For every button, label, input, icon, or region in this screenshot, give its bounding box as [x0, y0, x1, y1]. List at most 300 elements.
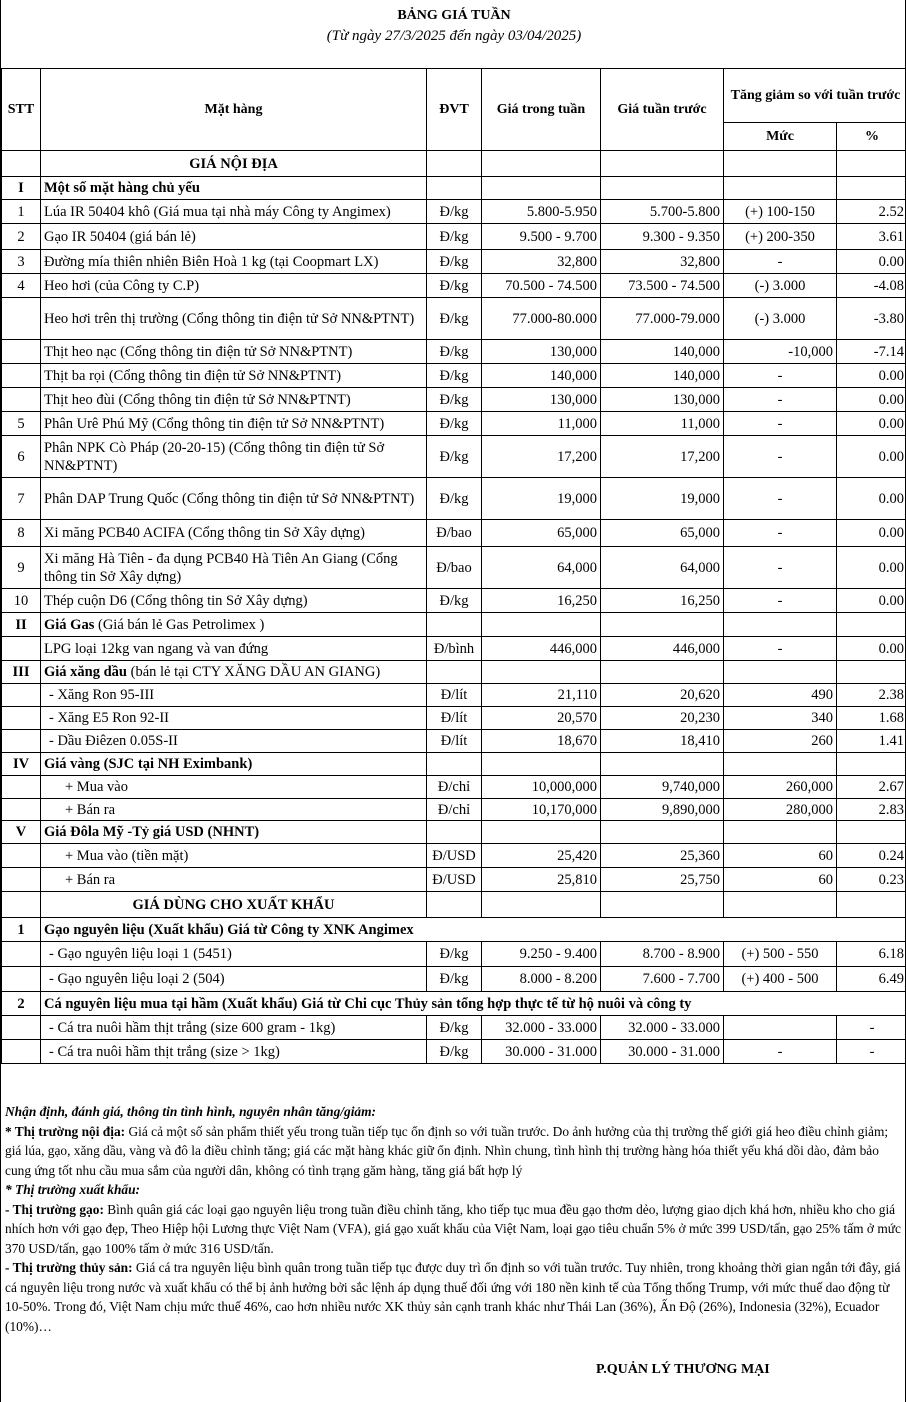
item-name: + Mua vào (tiền mặt) — [41, 844, 427, 868]
group-row — [2, 918, 906, 942]
unit: Đ/kg — [427, 388, 482, 412]
empty-cell — [601, 661, 724, 684]
empty-cell — [724, 151, 837, 177]
price-prev: 16,250 — [601, 589, 724, 613]
group-number: IV — [2, 753, 41, 776]
unit: Đ/bao — [427, 520, 482, 547]
row-number: 5 — [2, 412, 41, 436]
unit: Đ/kg — [427, 340, 482, 364]
empty-cell — [427, 821, 482, 844]
table-row — [2, 684, 906, 707]
group-label-text: Giá xăng dầu — [44, 664, 127, 680]
table-row — [2, 942, 906, 967]
price-prev: 9,890,000 — [601, 799, 724, 821]
empty-cell — [482, 177, 601, 200]
table-row — [2, 730, 906, 753]
item-name: Phân DAP Trung Quốc (Cổng thông tin điện tử Sở NN&PTNT) — [41, 478, 427, 520]
price-week: 10,170,000 — [482, 799, 601, 821]
notes-heading: Nhận định, đánh giá, thông tin tình hình, nguyên nhân tăng/giảm: — [5, 1104, 377, 1119]
change-level: 280,000 — [724, 799, 837, 821]
row-number: 9 — [2, 547, 41, 589]
item-name: - Gạo nguyên liệu loại 2 (504) — [41, 967, 427, 992]
price-week: 30.000 - 31.000 — [482, 1040, 601, 1064]
row-number — [2, 637, 41, 661]
empty-cell — [482, 613, 601, 637]
price-week: 9.500 - 9.700 — [482, 224, 601, 250]
unit: Đ/lít — [427, 684, 482, 707]
table-row — [2, 589, 906, 613]
price-table — [1, 68, 906, 1064]
price-week: 17,200 — [482, 436, 601, 478]
change-level: - — [724, 637, 837, 661]
item-name: LPG loại 12kg van ngang và van đứng — [41, 637, 427, 661]
group-number: I — [2, 177, 41, 200]
table-row — [2, 298, 906, 340]
empty-cell — [601, 821, 724, 844]
group-number: II — [2, 613, 41, 637]
item-name: Heo hơi trên thị trường (Cổng thông tin điện tử Sở NN&PTNT) — [41, 298, 427, 340]
price-week: 16,250 — [482, 589, 601, 613]
row-number — [2, 1040, 41, 1064]
group-label-text: Giá Đôla Mỹ -Tỷ giá USD (NHNT) — [44, 824, 260, 840]
change-level: (-) 3.000 — [724, 298, 837, 340]
change-level: 260 — [724, 730, 837, 753]
empty-cell — [724, 661, 837, 684]
item-name: - Xăng Ron 95-III — [41, 684, 427, 707]
empty-cell — [837, 151, 906, 177]
group-label-text: Giá vàng (SJC tại NH Eximbank) — [44, 756, 253, 772]
row-number — [2, 388, 41, 412]
change-level: - — [724, 1040, 837, 1064]
price-week: 32,800 — [482, 250, 601, 274]
price-week: 130,000 — [482, 388, 601, 412]
item-name: Đường mía thiên nhiên Biên Hoà 1 kg (tại Coopmart LX) — [41, 250, 427, 274]
item-name: + Bán ra — [41, 868, 427, 892]
table-row — [2, 547, 906, 589]
change-pct: 3.61 — [837, 224, 906, 250]
col-unit: ĐVT — [427, 69, 482, 151]
price-prev: 9,740,000 — [601, 776, 724, 799]
unit: Đ/kg — [427, 298, 482, 340]
table-row — [2, 224, 906, 250]
page-subtitle: (Từ ngày 27/3/2025 đến ngày 03/04/2025) — [326, 28, 582, 44]
group-label — [41, 992, 906, 1016]
unit: Đ/kg — [427, 478, 482, 520]
price-week: 64,000 — [482, 547, 601, 589]
group-row — [2, 992, 906, 1016]
group-number: III — [2, 661, 41, 684]
change-pct: - — [837, 1016, 906, 1040]
group-number: 1 — [2, 918, 41, 942]
row-number: 7 — [2, 478, 41, 520]
unit: Đ/lít — [427, 730, 482, 753]
price-week: 9.250 - 9.400 — [482, 942, 601, 967]
empty-cell — [601, 613, 724, 637]
section-export — [2, 892, 906, 918]
empty-cell — [427, 661, 482, 684]
row-number: 10 — [2, 589, 41, 613]
col-change-pct: % — [837, 123, 906, 151]
change-pct: 2.67 — [837, 776, 906, 799]
table-row — [2, 364, 906, 388]
row-number — [2, 340, 41, 364]
group-label — [41, 821, 427, 844]
unit: Đ/kg — [427, 436, 482, 478]
change-pct: 0.00 — [837, 478, 906, 520]
table-row — [2, 388, 906, 412]
col-stt: STT — [2, 69, 41, 151]
price-week: 11,000 — [482, 412, 601, 436]
price-prev: 19,000 — [601, 478, 724, 520]
unit: Đ/kg — [427, 364, 482, 388]
empty-cell — [427, 613, 482, 637]
notes-rice — [5, 1200, 905, 1259]
col-price-prev: Giá tuần trước — [601, 69, 724, 151]
group-label-text: Giá Gas — [44, 616, 95, 633]
item-name: Xi măng Hà Tiên - đa dụng PCB40 Hà Tiên An Giang (Cổng thông tin Sở Xây dựng) — [41, 547, 427, 589]
change-pct: 0.00 — [837, 520, 906, 547]
empty-cell — [427, 151, 482, 177]
price-week: 5.800-5.950 — [482, 200, 601, 224]
section-heading: GIÁ DÙNG CHO XUẤT KHẨU — [41, 892, 427, 918]
price-prev: 64,000 — [601, 547, 724, 589]
price-week: 19,000 — [482, 478, 601, 520]
unit: Đ/kg — [427, 967, 482, 992]
empty-cell — [482, 753, 601, 776]
price-prev: 17,200 — [601, 436, 724, 478]
change-level: (+) 200-350 — [724, 224, 837, 250]
unit: Đ/kg — [427, 250, 482, 274]
item-name: Thịt ba rọi (Cổng thông tin điện tử Sở NN&PTNT) — [41, 364, 427, 388]
group-label — [41, 613, 427, 637]
notes-section — [5, 1102, 905, 1336]
price-week: 21,110 — [482, 684, 601, 707]
item-name: - Xăng E5 Ron 92-II — [41, 707, 427, 730]
price-week: 70.500 - 74.500 — [482, 274, 601, 298]
price-week: 8.000 - 8.200 — [482, 967, 601, 992]
table-row — [2, 1016, 906, 1040]
price-prev: 25,750 — [601, 868, 724, 892]
empty-cell — [482, 821, 601, 844]
item-name: - Dầu Điêzen 0.05S-II — [41, 730, 427, 753]
change-level: 60 — [724, 868, 837, 892]
row-number — [2, 707, 41, 730]
change-pct: -3.80 — [837, 298, 906, 340]
change-pct: 0.00 — [837, 388, 906, 412]
change-level: 260,000 — [724, 776, 837, 799]
empty-cell — [837, 753, 906, 776]
unit: Đ/kg — [427, 224, 482, 250]
change-level: - — [724, 436, 837, 478]
unit: Đ/kg — [427, 589, 482, 613]
change-pct: 0.00 — [837, 436, 906, 478]
unit: Đ/bao — [427, 547, 482, 589]
price-week: 32.000 - 33.000 — [482, 1016, 601, 1040]
item-name: Thịt heo nạc (Cổng thông tin điện tử Sở NN&PTNT) — [41, 340, 427, 364]
price-prev: 65,000 — [601, 520, 724, 547]
price-week: 130,000 — [482, 340, 601, 364]
price-prev: 140,000 — [601, 364, 724, 388]
empty-cell — [724, 821, 837, 844]
price-prev: 140,000 — [601, 340, 724, 364]
change-pct: 2.38 — [837, 684, 906, 707]
change-pct: 1.68 — [837, 707, 906, 730]
unit: Đ/lít — [427, 707, 482, 730]
item-name: - Gạo nguyên liệu loại 1 (5451) — [41, 942, 427, 967]
group-number: 2 — [2, 992, 41, 1016]
item-name: Xi măng PCB40 ACIFA (Cổng thông tin Sở Xây dựng) — [41, 520, 427, 547]
change-pct: 0.00 — [837, 412, 906, 436]
price-prev: 25,360 — [601, 844, 724, 868]
price-week: 10,000,000 — [482, 776, 601, 799]
item-name: Thép cuộn D6 (Cổng thông tin Sở Xây dựng) — [41, 589, 427, 613]
price-table-body — [2, 151, 906, 1064]
item-name: - Cá tra nuôi hầm thịt trắng (size 600 gram - 1kg) — [41, 1016, 427, 1040]
row-number: 8 — [2, 520, 41, 547]
row-number: 1 — [2, 200, 41, 224]
empty-cell — [482, 151, 601, 177]
change-level — [724, 1016, 837, 1040]
price-week: 18,670 — [482, 730, 601, 753]
unit: Đ/kg — [427, 200, 482, 224]
empty-cell — [427, 177, 482, 200]
table-row — [2, 967, 906, 992]
col-item: Mặt hàng — [41, 69, 427, 151]
row-number — [2, 298, 41, 340]
section-domestic — [2, 151, 906, 177]
table-row — [2, 868, 906, 892]
change-pct: 0.00 — [837, 364, 906, 388]
change-level: (+) 500 - 550 — [724, 942, 837, 967]
row-number — [2, 844, 41, 868]
item-name: + Bán ra — [41, 799, 427, 821]
price-week: 25,420 — [482, 844, 601, 868]
table-row — [2, 799, 906, 821]
group-label-note: (bán lẻ tại CTY XĂNG DẦU AN GIANG) — [127, 664, 381, 680]
notes-seafood — [5, 1258, 905, 1336]
item-name: Phân Urê Phú Mỹ (Cổng thông tin điện tử Sở NN&PTNT) — [41, 412, 427, 436]
col-change-level: Mức — [724, 123, 837, 151]
table-row — [2, 776, 906, 799]
price-prev: 130,000 — [601, 388, 724, 412]
change-pct: 0.00 — [837, 589, 906, 613]
group-label — [41, 918, 906, 942]
row-number — [2, 799, 41, 821]
table-row — [2, 412, 906, 436]
price-prev: 30.000 - 31.000 — [601, 1040, 724, 1064]
empty-cell — [601, 177, 724, 200]
change-level: 340 — [724, 707, 837, 730]
change-pct: 1.41 — [837, 730, 906, 753]
group-label — [41, 661, 427, 684]
signature: P.QUẢN LÝ THƯƠNG MẠI — [596, 1362, 770, 1377]
empty-cell — [837, 177, 906, 200]
price-week: 77.000-80.000 — [482, 298, 601, 340]
change-pct: -7.14 — [837, 340, 906, 364]
change-level: (+) 400 - 500 — [724, 967, 837, 992]
empty-cell — [724, 892, 837, 918]
item-name: Gạo IR 50404 (giá bán lẻ) — [41, 224, 427, 250]
row-number: 6 — [2, 436, 41, 478]
change-level: - — [724, 589, 837, 613]
empty-cell — [2, 892, 41, 918]
table-row — [2, 436, 906, 478]
page-title: BẢNG GIÁ TUẦN — [397, 8, 511, 23]
change-pct: -4.08 — [837, 274, 906, 298]
empty-cell — [724, 753, 837, 776]
empty-cell — [601, 753, 724, 776]
empty-cell — [482, 892, 601, 918]
col-change-group: Tăng giảm so với tuần trước — [724, 69, 906, 123]
price-prev: 20,620 — [601, 684, 724, 707]
unit: Đ/kg — [427, 274, 482, 298]
change-pct: 6.18 — [837, 942, 906, 967]
empty-cell — [2, 151, 41, 177]
change-pct: 0.24 — [837, 844, 906, 868]
unit: Đ/kg — [427, 412, 482, 436]
unit: Đ/chỉ — [427, 776, 482, 799]
row-number — [2, 684, 41, 707]
row-number — [2, 776, 41, 799]
price-prev: 32.000 - 33.000 — [601, 1016, 724, 1040]
price-prev: 5.700-5.800 — [601, 200, 724, 224]
group-row — [2, 753, 906, 776]
unit: Đ/kg — [427, 1016, 482, 1040]
change-pct: 2.83 — [837, 799, 906, 821]
unit: Đ/kg — [427, 1040, 482, 1064]
empty-cell — [837, 892, 906, 918]
change-pct: 0.00 — [837, 547, 906, 589]
price-week: 25,810 — [482, 868, 601, 892]
price-week: 20,570 — [482, 707, 601, 730]
change-pct: - — [837, 1040, 906, 1064]
group-label-note: (Giá bán lẻ Gas Petrolimex ) — [94, 616, 265, 633]
change-level: 60 — [724, 844, 837, 868]
group-row — [2, 821, 906, 844]
group-row — [2, 613, 906, 637]
unit: Đ/kg — [427, 942, 482, 967]
table-row — [2, 250, 906, 274]
col-price-week: Giá trong tuần — [482, 69, 601, 151]
price-prev: 7.600 - 7.700 — [601, 967, 724, 992]
change-level: - — [724, 364, 837, 388]
item-name: + Mua vào — [41, 776, 427, 799]
table-row — [2, 478, 906, 520]
table-row — [2, 340, 906, 364]
empty-cell — [482, 661, 601, 684]
change-level: (+) 100-150 — [724, 200, 837, 224]
row-number: 4 — [2, 274, 41, 298]
change-pct: 0.00 — [837, 250, 906, 274]
change-level: (-) 3.000 — [724, 274, 837, 298]
notes-export-label: * Thị trường xuất khẩu: — [5, 1182, 141, 1197]
row-number — [2, 364, 41, 388]
row-number: 2 — [2, 224, 41, 250]
price-prev: 73.500 - 74.500 — [601, 274, 724, 298]
group-number: V — [2, 821, 41, 844]
row-number — [2, 1016, 41, 1040]
change-level: - — [724, 547, 837, 589]
item-name: Lúa IR 50404 khô (Giá mua tại nhà máy Công ty Angimex) — [41, 200, 427, 224]
notes-seafood-text: Giá cá tra nguyên liệu bình quân trong tuần tiếp tục được duy trì ổn định so với tuần trước. Tuy nhiên, trong khoảng thời gian ngắn tới đây, giá cá nguyên liệu trong nước và xuất khẩu có thể bị ảnh hưởng bởi sắc lệnh áp dụng thuế đối ứng với 180 nền kinh tế của Tổng thống Trump, với mức thuế dao động từ 10-50%. Trong đó, Việt Nam chịu mức thuế 46%, cao hơn nhiều nước XK thủy sản cạnh tranh khác như Thái Lan (36%), Ấn Độ (26%), Indonesia (32%), Ecuador (10%)… — [5, 1260, 901, 1334]
notes-rice-label: - Thị trường gạo: — [5, 1201, 104, 1217]
empty-cell — [601, 892, 724, 918]
item-name: Thịt heo đùi (Cổng thông tin điện tử Sở NN&PTNT) — [41, 388, 427, 412]
empty-cell — [837, 821, 906, 844]
table-row — [2, 274, 906, 298]
unit: Đ/USD — [427, 844, 482, 868]
group-row — [2, 177, 906, 200]
empty-cell — [427, 892, 482, 918]
group-label — [41, 177, 427, 200]
price-prev: 446,000 — [601, 637, 724, 661]
price-prev: 11,000 — [601, 412, 724, 436]
change-level: - — [724, 388, 837, 412]
item-name: Heo hơi (của Công ty C.P) — [41, 274, 427, 298]
empty-cell — [724, 613, 837, 637]
notes-seafood-label: - Thị trường thủy sản: — [5, 1260, 133, 1275]
row-number — [2, 942, 41, 967]
price-prev: 77.000-79.000 — [601, 298, 724, 340]
change-level: 490 — [724, 684, 837, 707]
group-label-text: Cá nguyên liệu mua tại hầm (Xuất khẩu) Giá từ Chi cục Thủy sản tổng hợp thực tế từ hộ nuôi và công ty — [44, 995, 692, 1012]
table-row — [2, 637, 906, 661]
notes-domestic-label: * Thị trường nội địa: — [5, 1123, 126, 1139]
item-name: - Cá tra nuôi hầm thịt trắng (size > 1kg) — [41, 1040, 427, 1064]
price-week: 65,000 — [482, 520, 601, 547]
group-label — [41, 753, 427, 776]
change-level: - — [724, 412, 837, 436]
empty-cell — [724, 177, 837, 200]
change-level: -10,000 — [724, 340, 837, 364]
change-level: - — [724, 250, 837, 274]
price-prev: 9.300 - 9.350 — [601, 224, 724, 250]
notes-domestic — [5, 1122, 905, 1181]
group-label-text: Một số mặt hàng chủ yếu — [44, 180, 200, 196]
change-pct: 0.23 — [837, 868, 906, 892]
price-week: 140,000 — [482, 364, 601, 388]
change-pct: 6.49 — [837, 967, 906, 992]
notes-domestic-text: Giá cả một số sản phẩm thiết yếu trong tuần tiếp tục ổn định so với tuần trước. Do ảnh hưởng của thị trường thế giới giá heo điều chỉnh giảm; giá lúa, gạo, xăng dầu, vàng và đô la điều chỉnh tăng; giá các mặt hàng khác giữ ổn định. Nhìn chung, tình hình thị trường hàng hóa thiết yếu khá dồi dào, đảm bảo cung ứng tốt nhu cầu mua sắm của người dân, không có tình trạng găm hàng, tăng giá bất hợp lý — [5, 1123, 889, 1178]
table-row — [2, 200, 906, 224]
empty-cell — [427, 753, 482, 776]
change-level: - — [724, 520, 837, 547]
row-number — [2, 730, 41, 753]
change-pct: 0.00 — [837, 637, 906, 661]
table-row — [2, 520, 906, 547]
table-row — [2, 844, 906, 868]
item-name: Phân NPK Cò Pháp (20-20-15) (Cổng thông tin điện tử Sở NN&PTNT) — [41, 436, 427, 478]
group-row — [2, 661, 906, 684]
row-number — [2, 868, 41, 892]
empty-cell — [837, 661, 906, 684]
table-row — [2, 707, 906, 730]
change-level: - — [724, 478, 837, 520]
price-prev: 32,800 — [601, 250, 724, 274]
price-prev: 8.700 - 8.900 — [601, 942, 724, 967]
unit: Đ/USD — [427, 868, 482, 892]
unit: Đ/chỉ — [427, 799, 482, 821]
group-label-text: Gạo nguyên liệu (Xuất khẩu) Giá từ Công ty XNK Angimex — [44, 921, 414, 938]
price-week: 446,000 — [482, 637, 601, 661]
section-heading: GIÁ NỘI ĐỊA — [41, 151, 427, 177]
notes-rice-text: Bình quân giá các loại gạo nguyên liệu trong tuần điều chỉnh tăng, kho tiếp tục mua đều gạo thơm dẻo, lượng giao dịch khá hơn, nhiều kho cho giá nhích hơn với gạo đẹp, Theo Hiệp hội Lương thực Việt Nam (VFA), giá gạo xuất khẩu của Việt Nam, loại gạo tiêu chuẩn 5% ở mức 399 USD/tấn, gạo 25% tấm ở mức 370 USD/tấn, gạo 100% tấm ở mức 316 USD/tấn. — [5, 1201, 901, 1256]
table-row — [2, 1040, 906, 1064]
change-pct: 2.52 — [837, 200, 906, 224]
price-prev: 20,230 — [601, 707, 724, 730]
empty-cell — [837, 613, 906, 637]
row-number: 3 — [2, 250, 41, 274]
